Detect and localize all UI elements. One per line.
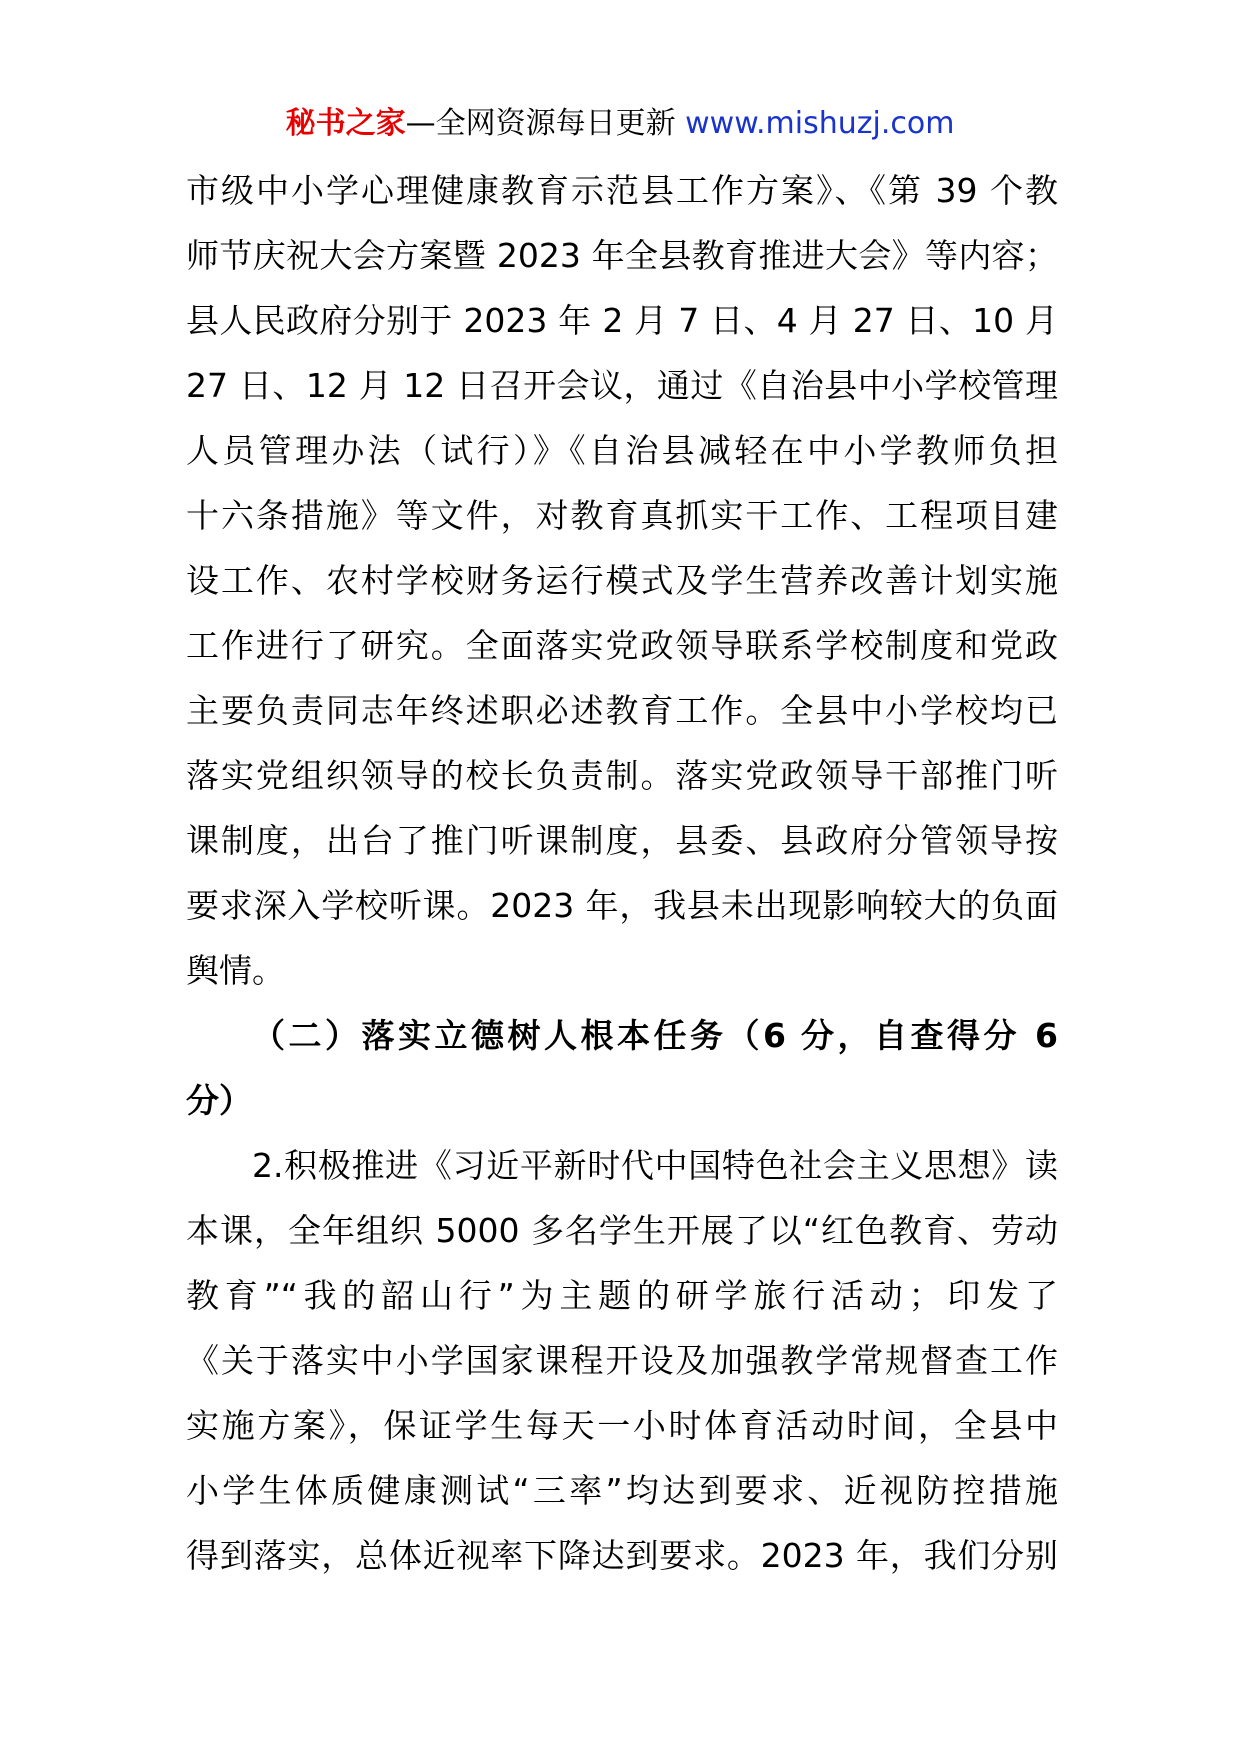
body-line: 舆情。 (186, 951, 285, 990)
body-line: 课制度，出台了推门听课制度，县委、县政府分管领导按 (186, 821, 1058, 860)
body-line: 十六条措施》等文件，对教育真抓实干工作、工程项目建 (186, 496, 1058, 535)
header-tagline: —全网资源每日更新 (405, 106, 686, 141)
body-line: 27 日、12 月 12 日召开会议，通过《自治县中小学校管理 (186, 366, 1058, 405)
body-line: 小学生体质健康测试“三率”均达到要求、近视防控措施 (186, 1471, 1058, 1510)
site-url-link[interactable]: www.mishuzj.com (685, 106, 955, 141)
site-header (0, 100, 1240, 148)
body-line: 落实党组织领导的校长负责制。落实党政领导干部推门听 (186, 756, 1058, 795)
section-heading-continued: 分） (186, 1081, 252, 1120)
body-line: 县人民政府分别于 2023 年 2 月 7 日、4 月 27 日、10 月 (186, 301, 1058, 340)
body-line: 得到落实，总体近视率下降达到要求。2023 年，我们分别 (186, 1536, 1058, 1575)
body-line: 设工作、农村学校财务运行模式及学生营养改善计划实施 (186, 561, 1058, 600)
body-line: 教育”“我的韶山行”为主题的研学旅行活动；印发了 (186, 1276, 1058, 1315)
body-line: 师节庆祝大会方案暨 2023 年全县教育推进大会》等内容； (186, 236, 1058, 275)
document-body (186, 158, 1058, 1588)
body-line: 市级中小学心理健康教育示范县工作方案》、《第 39 个教 (186, 171, 1058, 210)
paragraph-first-line: 2.积极推进《习近平新时代中国特色社会主义思想》读 (252, 1146, 1058, 1185)
body-line: 本课，全年组织 5000 多名学生开展了以“红色教育、劳动 (186, 1211, 1058, 1250)
section-heading: （二）落实立德树人根本任务（6 分，自查得分 6 (252, 1016, 1058, 1055)
body-line: 主要负责同志年终述职必述教育工作。全县中小学校均已 (186, 691, 1058, 730)
brand-name: 秘书之家 (285, 106, 406, 141)
body-line: 人员管理办法（试行）》《自治县减轻在中小学教师负担 (186, 431, 1058, 470)
body-line: 要求深入学校听课。2023 年，我县未出现影响较大的负面 (186, 886, 1058, 925)
body-line: 实施方案》，保证学生每天一小时体育活动时间，全县中 (186, 1406, 1058, 1445)
body-line: 《关于落实中小学国家课程开设及加强教学常规督查工作 (186, 1341, 1058, 1380)
body-line: 工作进行了研究。全面落实党政领导联系学校制度和党政 (186, 626, 1058, 665)
